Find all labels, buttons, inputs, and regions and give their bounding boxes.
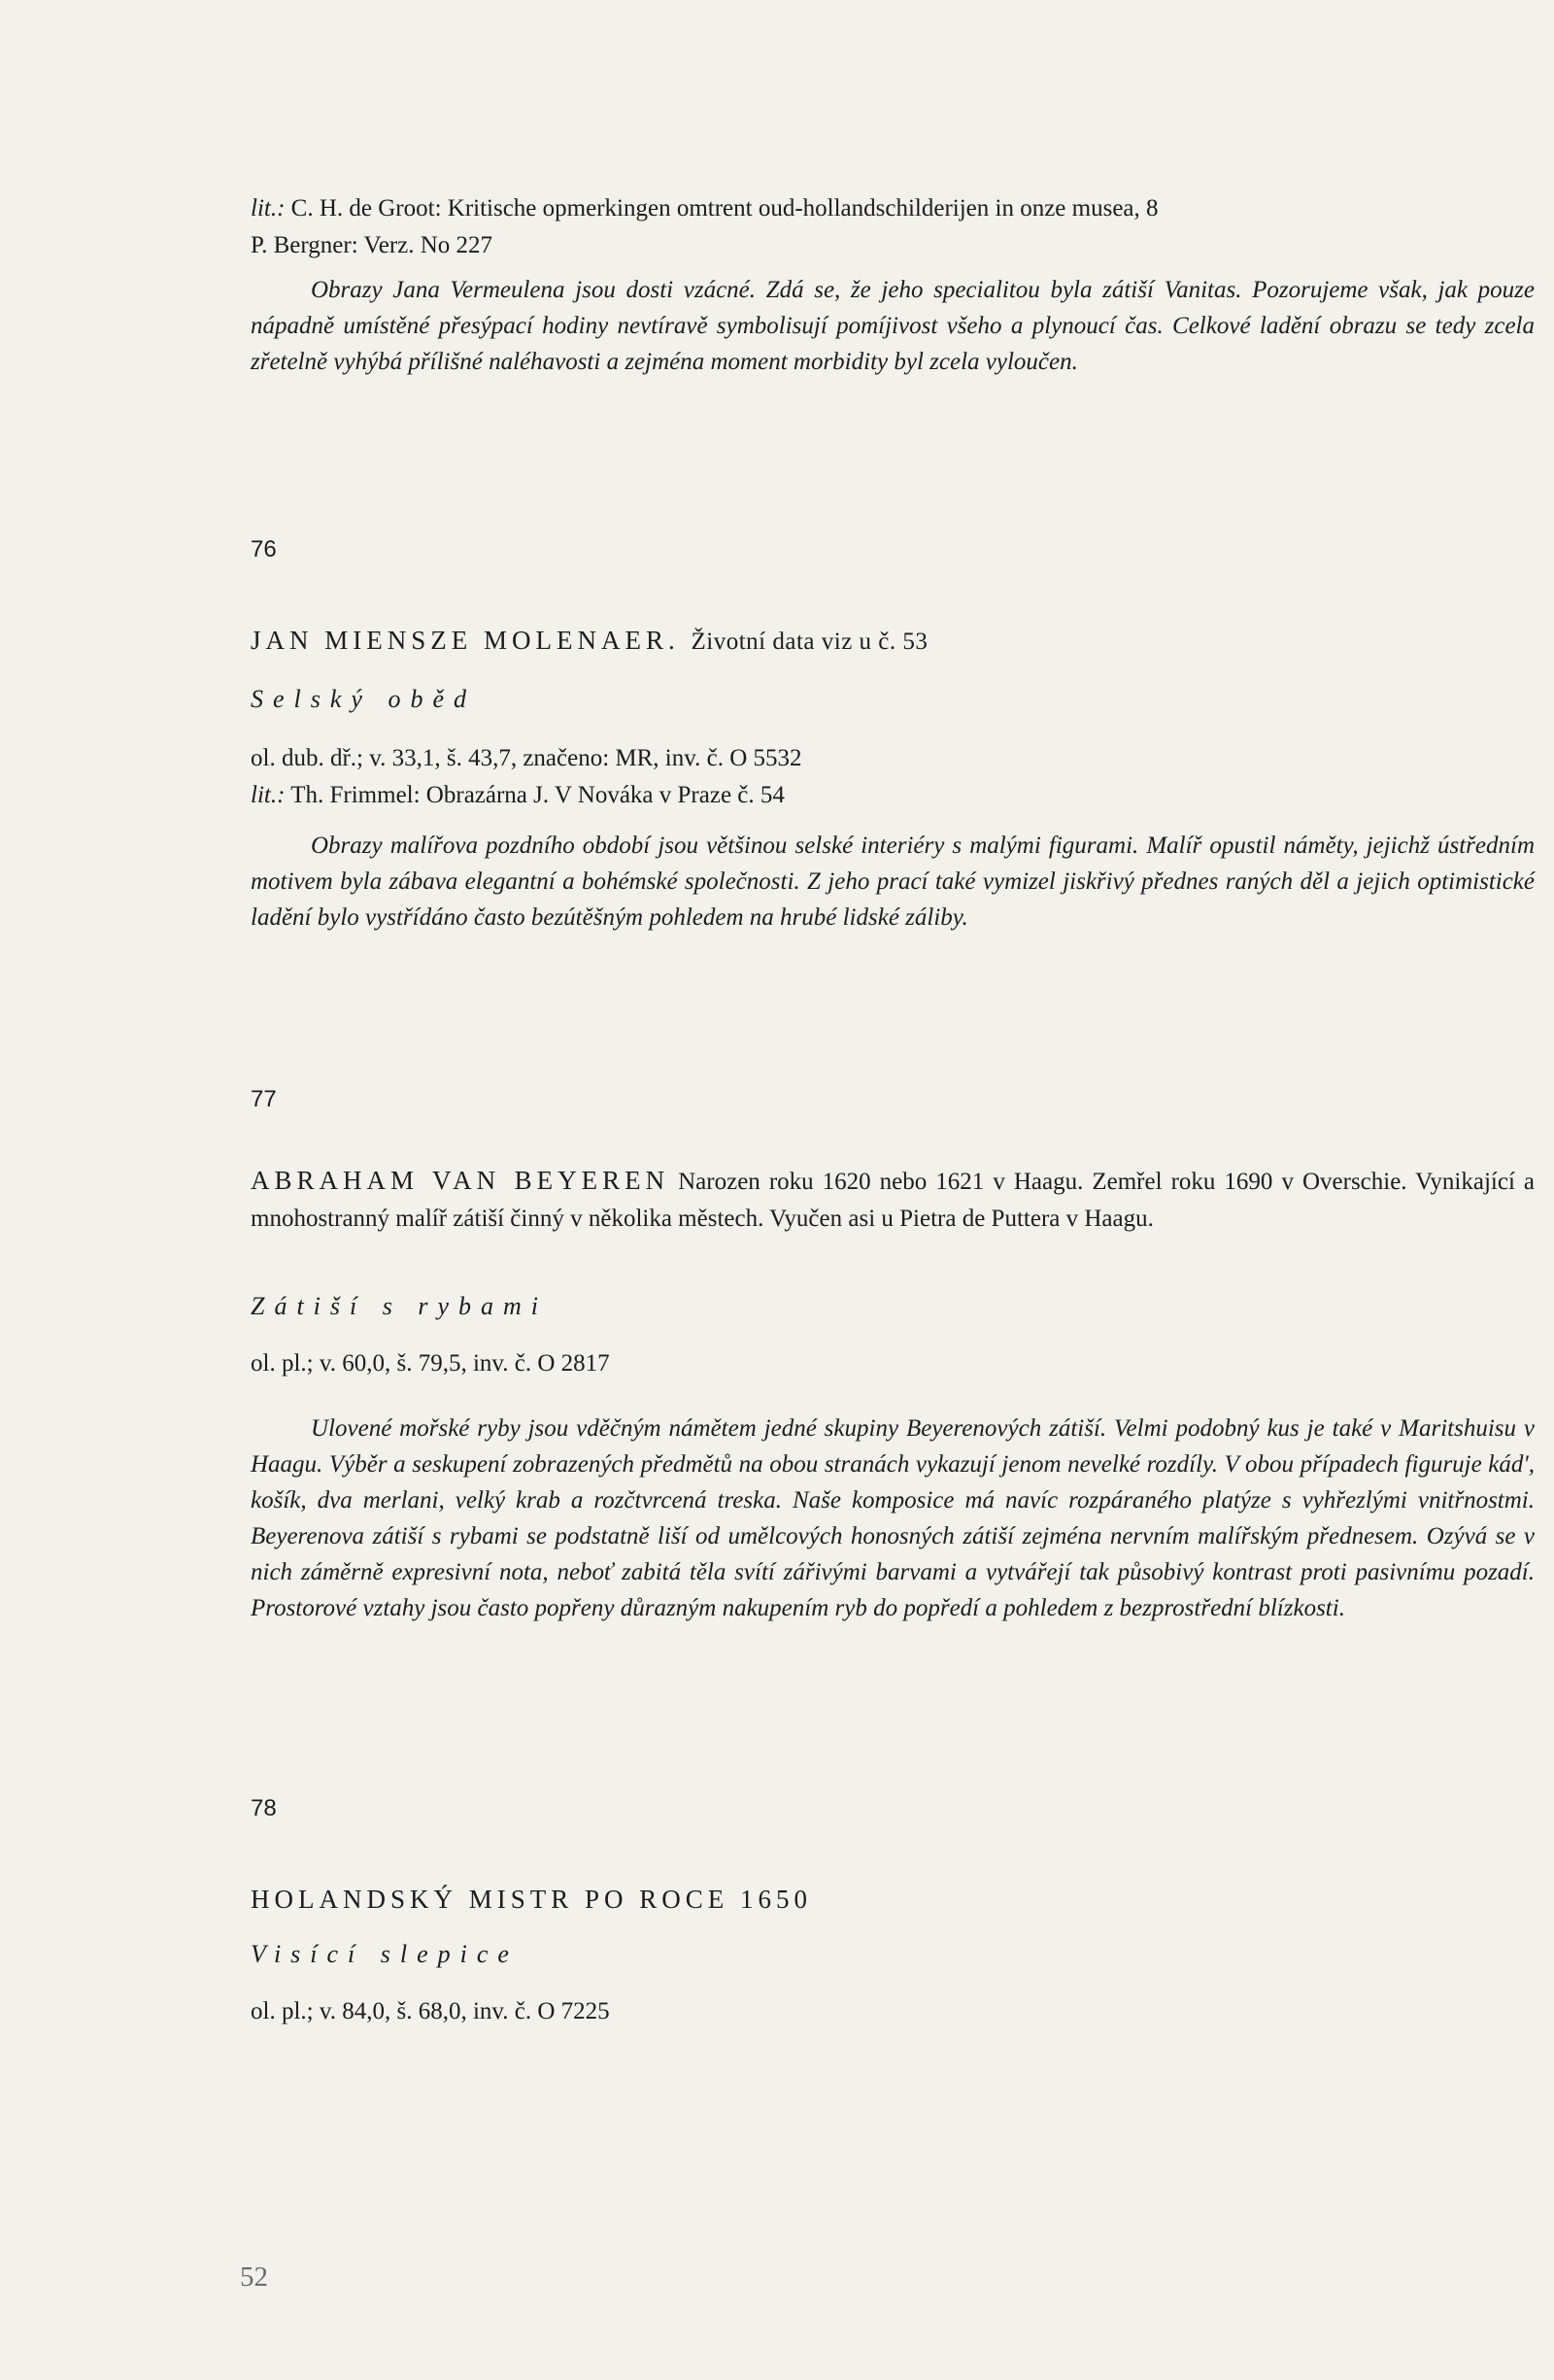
entry-77-title: [251, 1292, 1535, 1321]
entry-number: 77: [251, 1086, 277, 1112]
lit-label: lit.:: [251, 782, 286, 808]
artwork-title: Selský oběd: [251, 685, 477, 713]
artist-bio: Životní data viz u č. 53: [691, 629, 929, 655]
lit-label: lit.:: [251, 195, 286, 221]
artwork-details: ol. dub. dř.; v. 33,1, š. 43,7, značeno: MR, inv. č. O 5532: [251, 745, 802, 771]
entry-76-details: [251, 740, 1535, 814]
entry-77-description: [251, 1411, 1535, 1626]
literature-line-1: [251, 190, 1535, 227]
artwork-details: ol. pl.; v. 60,0, š. 79,5, inv. č. O 2817: [251, 1350, 610, 1377]
entry-77-heading: [251, 1162, 1535, 1238]
intro-text: Obrazy Jana Vermeulena jsou dosti vzácné. Zdá se, že jeho specialitou byla zátiší Vanitas. Pozorujeme však, jak pouze nápadně umístěné přesýpací hodiny nevtíravě symbolisují pomíjivost všeho a plynoucí čas. Celkové ladění obrazu se tedy zcela zřetelně vyhýbá přílišné naléhavosti a zejména moment morbidity byl zcela vyloučen.: [251, 277, 1535, 375]
entry-76: [251, 536, 1535, 563]
entry-76-description: [251, 828, 1535, 935]
entry-76-heading: [251, 626, 1535, 656]
entry-78-details: [251, 1993, 1535, 2030]
entry-78-title: [251, 1940, 1535, 1969]
artwork-description: Ulovené mořské ryby jsou vděčným námětem jedné skupiny Beyerenových zátiší. Velmi podobný kus je také v Maritshuisu v Haagu. Výběr a seskupení zobrazených předmětů na obou stranách vykazují jenom nevelké rozdíly. V obou případech figuruje kád', košík, dva merlani, velký krab a rozčtvrcená treska. Naše komposice má navíc rozpáraného platýze s vyhřezlými vnitřnostmi. Beyerenova zátiší s rybami se podstatně liší od umělcových honosných zátiší zejména nervním malířským přednesem. Ozývá se v nich záměrně expresivní nota, neboť zabitá těla svítí zářivými barvami a vytvářejí tak působivý kontrast proti pasivnímu pozadí. Prostorové vztahy jsou často popřeny důrazným nakupením ryb do popředí a pohledem z bezprostřední blízkosti.: [251, 1415, 1535, 1621]
artist-bio: Narozen roku 1620 nebo 1621 v Haagu. Zemřel roku 1690 v Overschie. Vynikající a mnohostranný malíř zátiší činný v několika městech. Vyučen asi u Pietra de Puttera v Haagu.: [251, 1169, 1536, 1232]
artist-name: ABRAHAM VAN BEYEREN: [251, 1166, 670, 1195]
lit-text: C. H. de Groot: Kritische opmerkingen omtrent oud-hollandschilderijen in onze musea, 8: [290, 195, 1159, 221]
artist-name: HOLANDSKÝ MISTR PO ROCE 1650: [251, 1885, 813, 1914]
entry-78-heading: [251, 1885, 1535, 1915]
artwork-title: Visící slepice: [251, 1940, 519, 1968]
artist-heading: [251, 626, 1535, 656]
entry-78: [251, 1795, 1535, 1822]
lit-text: Th. Frimmel: Obrazárna J. V Nováka v Praze č. 54: [290, 782, 785, 808]
entry-number: 78: [251, 1795, 277, 1821]
artwork-title: Zátiší s rybami: [251, 1292, 549, 1320]
artwork-description: Obrazy malířova pozdního období jsou většinou selské interiéry s malými figurami. Malíř opustil náměty, jejichž ústředním motivem byla zábava elegantní a bohémské společnosti. Z jeho prací také vymizel jiskřivý přednes raných děl a jejich optimistické ladění bylo vystřídáno často bezútěšným pohledem na hrubé lidské záliby.: [251, 833, 1535, 931]
entry-77: [251, 1086, 1535, 1113]
literature-line-2: [251, 227, 1535, 264]
page-number: 52: [240, 2261, 268, 2293]
artwork-details: ol. pl.; v. 84,0, š. 68,0, inv. č. O 7225: [251, 1998, 610, 2024]
top-literature: [251, 190, 1535, 264]
artist-heading: [251, 1162, 1535, 1238]
artist-name: JAN MIENSZE MOLENAER.: [251, 626, 680, 655]
entry-number: 76: [251, 536, 277, 562]
entry-77-details: [251, 1345, 1535, 1382]
intro-paragraph: [251, 272, 1535, 380]
lit-text-2: P. Bergner: Verz. No 227: [251, 232, 493, 258]
entry-76-title: [251, 685, 1535, 714]
artwork-literature: [251, 777, 1535, 814]
